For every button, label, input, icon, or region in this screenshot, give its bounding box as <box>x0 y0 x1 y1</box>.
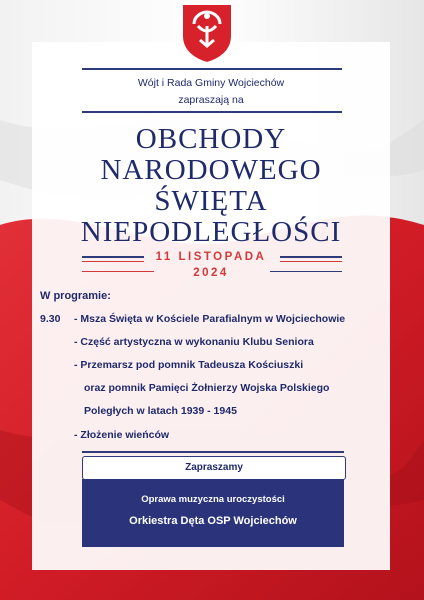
coat-of-arms-icon <box>180 2 234 64</box>
program-item: oraz pomnik Pamięci Żołnierzy Wojska Polskiego <box>84 382 330 394</box>
music-box <box>82 479 344 547</box>
invite-rule <box>82 451 344 453</box>
program-item: Poległych w latach 1939 - 1945 <box>84 405 237 417</box>
title-line-2: NARODOWEGO <box>100 154 322 186</box>
music-line-2: Orkiestra Dęta OSP Wojciechów <box>129 515 297 527</box>
inviter-line-1: Wójt i Rada Gminy Wojciechów <box>137 77 285 89</box>
title-line-4: NIEPODLEGŁOŚCI <box>80 216 342 248</box>
title-line-1: OBCHODY <box>135 123 287 155</box>
invite-box: Zapraszamy <box>82 456 346 480</box>
music-line-1: Oprawa muzyczna uroczystości <box>141 494 285 505</box>
header-rule <box>82 111 342 113</box>
event-date: 11 LISTOPADA <box>155 251 267 263</box>
inviter-line-2: zapraszają na <box>178 94 244 106</box>
top-rule <box>82 68 342 70</box>
program-time: 9.30 <box>40 313 61 325</box>
program-heading: W programie: <box>40 290 111 302</box>
program-item: - Złożenie wieńców <box>74 429 170 441</box>
program-item: - Przemarsz pod pomnik Tadeusza Kościuszki <box>74 359 304 371</box>
program-item: - Część artystyczna w wykonaniu Klubu Seniora <box>74 336 314 348</box>
event-year: 2024 <box>193 267 229 279</box>
program-item: - Msza Święta w Kościele Parafialnym w Wojciechowie <box>74 313 346 325</box>
title-line-3: ŚWIĘTA <box>154 185 268 217</box>
